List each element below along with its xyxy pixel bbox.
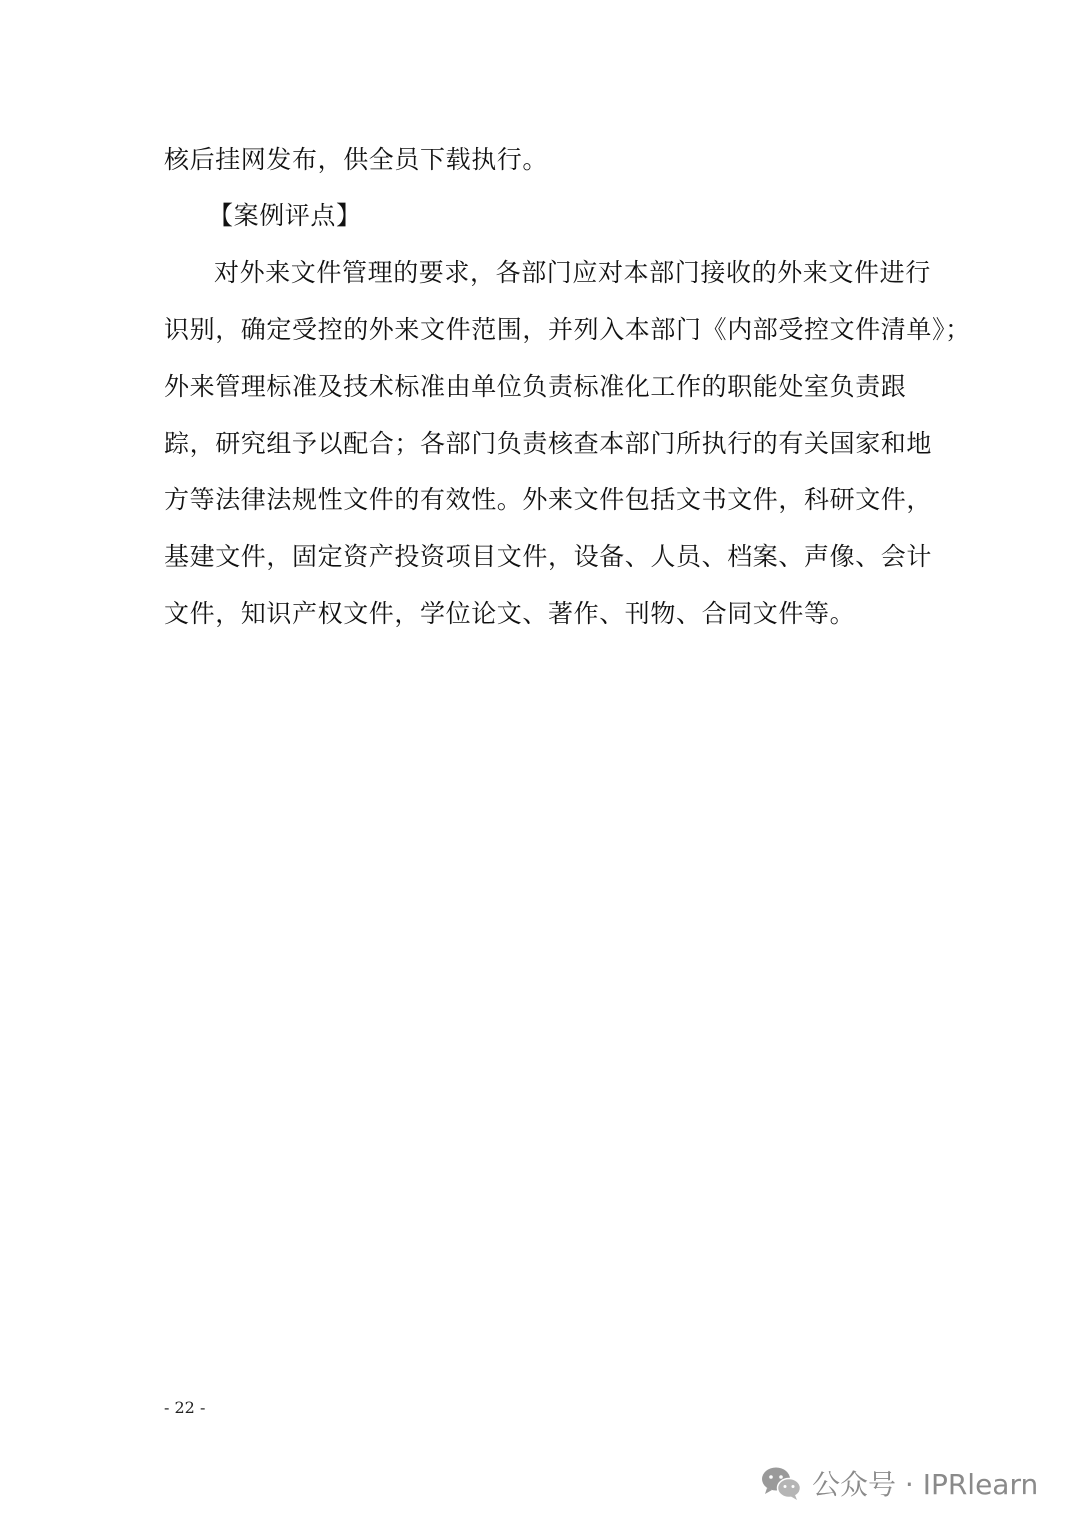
wechat-watermark [760,1458,1038,1508]
watermark-text: 公众号 · IPRlearn [812,1468,1039,1501]
body-text-line: 方等法律法规性文件的有效性。外来文件包括文书文件，科研文件， [164,485,933,514]
page-number: - 22 - [164,1398,206,1417]
body-text-line: 文件，知识产权文件，学位论文、著作、刊物、合同文件等。 [164,599,856,628]
body-text-line: 对外来文件管理的要求，各部门应对本部门接收的外来文件进行 [214,258,931,287]
body-text-line: 外来管理标准及技术标准由单位负责标准化工作的职能处室负责跟 [164,372,907,401]
wechat-icon [760,1465,802,1501]
body-text-line: 基建文件，固定资产投资项目文件，设备、人员、档案、声像、会计 [164,542,933,571]
body-text-line: 核后挂网发布，供全员下载执行。 [164,145,549,174]
body-text-line: 识别，确定受控的外来文件范围，并列入本部门《内部受控文件清单》； [164,315,971,344]
body-text-line: 踪，研究组予以配合；各部门负责核查本部门所执行的有关国家和地 [164,429,933,458]
section-heading: 【案例评点】 [208,201,362,230]
